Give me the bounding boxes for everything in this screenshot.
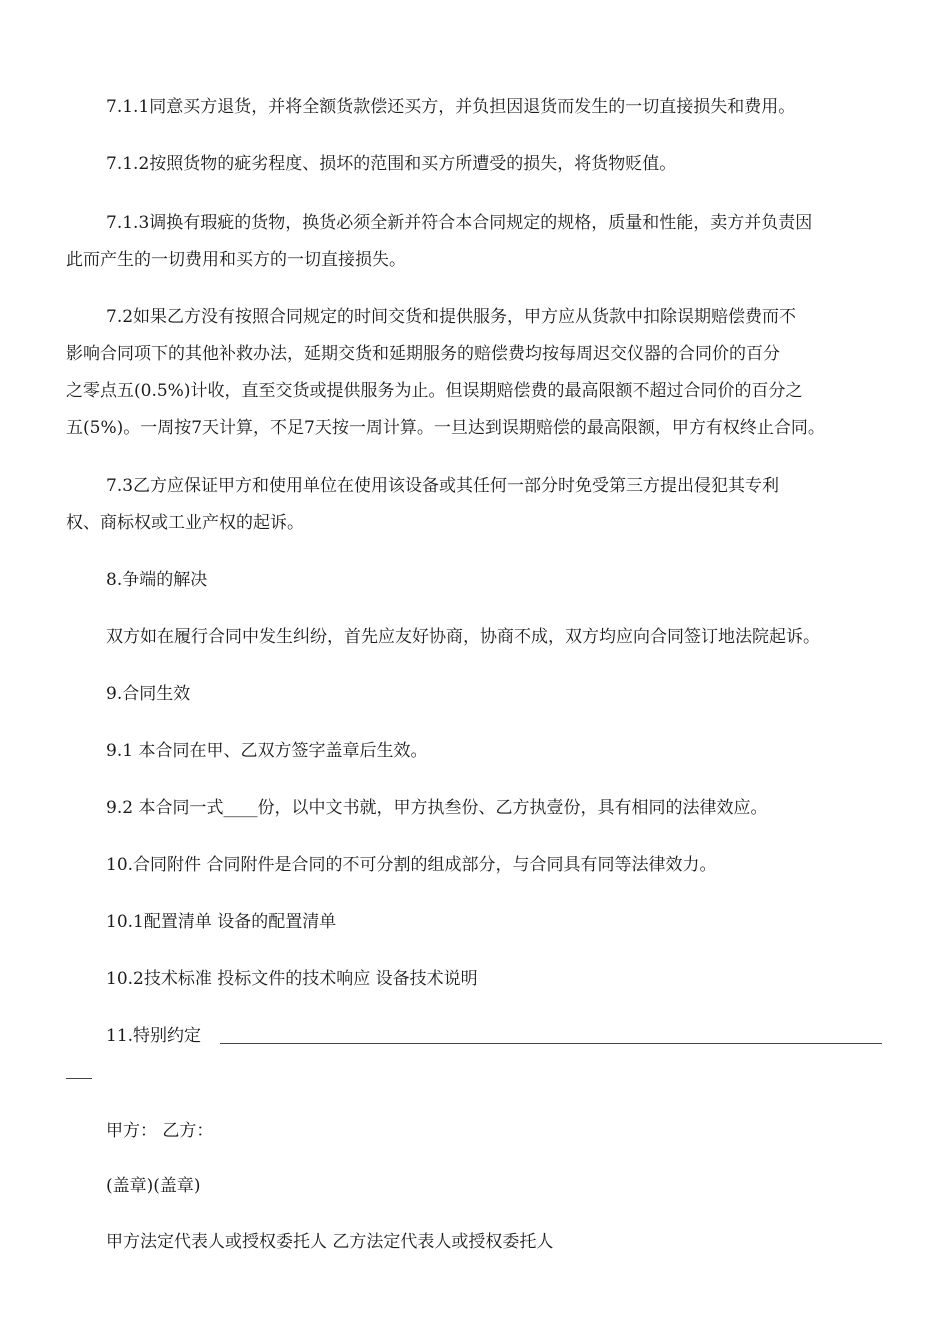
clause-7-2-line-2: 影响合同项下的其他补救办法，延期交货和延期服务的赔偿费均按每周迟交仪器的合同价的百分	[66, 344, 780, 364]
clause-10: 10.合同附件 合同附件是合同的不可分割的组成部分，与合同具有同等法律效力。	[106, 855, 717, 875]
clause-8: 双方如在履行合同中发生纠纷，首先应友好协商，协商不成，双方均应向合同签订地法院起诉。	[106, 627, 820, 647]
heading-9: 9.合同生效	[106, 684, 191, 704]
special-terms-blank-line-continued	[66, 1078, 92, 1079]
clause-7-1-2: 7.1.2按照货物的疵劣程度、损坏的范围和买方所遭受的损失，将货物贬值。	[106, 154, 677, 174]
clause-9-1: 9.1 本合同在甲、乙双方签字盖章后生效。	[106, 741, 428, 761]
clause-10-2: 10.2技术标准 投标文件的技术响应 设备技术说明	[106, 969, 478, 989]
clause-9-2: 9.2 本合同一式____份，以中文书就，甲方执叁份、乙方执壹份，具有相同的法律效应。	[106, 798, 768, 818]
clause-7-2-line-3: 之零点五(0.5%)计收，直至交货或提供服务为止。但误期赔偿费的最高限额不超过合同价的百分之	[66, 381, 803, 401]
clause-7-2-line-4: 五(5%)。一周按7天计算，不足7天按一周计算。一旦达到误期赔偿的最高限额，甲方有权终止合同。	[66, 418, 825, 438]
heading-8: 8.争端的解决	[106, 570, 208, 590]
signature-seals: (盖章)(盖章)	[106, 1176, 201, 1196]
clause-7-3-line-1: 7.3乙方应保证甲方和使用单位在使用该设备或其任何一部分时免受第三方提出侵犯其专利	[106, 476, 780, 496]
clause-10-1: 10.1配置清单 设备的配置清单	[106, 912, 337, 932]
clause-7-3-line-2: 权、商标权或工业产权的起诉。	[66, 513, 304, 533]
clause-7-1-3-line-2: 此而产生的一切费用和买方的一切直接损失。	[66, 250, 406, 270]
clause-7-1-3-line-1: 7.1.3调换有瑕疵的货物，换货必须全新并符合本合同规定的规格，质量和性能，卖方并负责因	[106, 213, 813, 233]
clause-7-2-line-1: 7.2如果乙方没有按照合同规定的时间交货和提供服务，甲方应从货款中扣除误期赔偿费而不	[106, 307, 797, 327]
signature-representatives: 甲方法定代表人或授权委托人 乙方法定代表人或授权委托人	[106, 1232, 554, 1252]
signature-parties: 甲方： 乙方：	[106, 1121, 214, 1141]
special-terms-blank-line	[220, 1043, 882, 1044]
clause-7-1-1: 7.1.1同意买方退货，并将全额货款偿还买方，并负担因退货而发生的一切直接损失和费用。	[106, 97, 796, 117]
clause-11: 11.特别约定	[106, 1026, 202, 1046]
